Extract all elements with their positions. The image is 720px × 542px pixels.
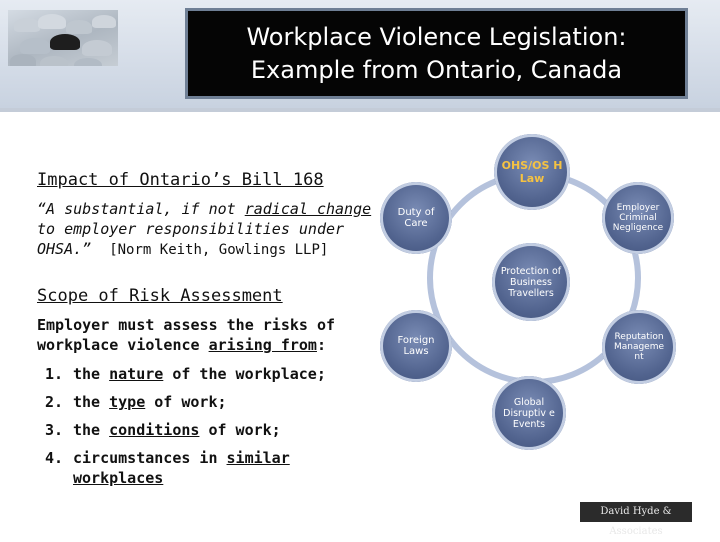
cycle-node-foreign-laws [380, 310, 452, 382]
slide-title [185, 8, 688, 99]
quote-open: “A substantial, if not [37, 200, 245, 218]
list-item-text: the [73, 365, 110, 383]
list-number: 3. [45, 421, 64, 439]
risk-factor-list [45, 364, 345, 496]
risk-cycle-diagram [380, 130, 700, 460]
list-item [45, 364, 345, 384]
quote-emphasis: radical change [244, 200, 372, 218]
quote-attribution: [Norm Keith, Gowlings LLP] [109, 242, 329, 258]
node-label: Foreign Laws [397, 335, 435, 357]
list-item-text: of the workplace; [163, 365, 326, 383]
list-number: 4. [45, 449, 64, 467]
umbrella-logo-image [8, 10, 118, 66]
node-label: OHS/OS H Law [501, 159, 563, 185]
cycle-node-ohs-law [494, 134, 570, 210]
scope-intro-text: Employer must assess the risks of workplace violence [37, 316, 336, 354]
cycle-node-reputation-management [602, 310, 676, 384]
brand-logo: David Hyde & Associates [580, 502, 692, 522]
node-label: Duty of Care [397, 207, 435, 229]
list-item-text: the [73, 393, 110, 411]
impact-quote [37, 199, 377, 260]
list-item-text: the [73, 421, 110, 439]
title-line-2: Example from Ontario, Canada [250, 55, 623, 84]
impact-heading: Impact of Ontario’s Bill 168 [37, 170, 324, 190]
list-item-emphasis: similar workplaces [73, 449, 290, 487]
list-item-emphasis: type [109, 393, 146, 411]
list-item [45, 420, 345, 440]
scope-intro-emphasis: arising from [208, 336, 317, 354]
cycle-node-duty-of-care [380, 182, 452, 254]
list-item-emphasis: nature [109, 365, 164, 383]
list-number: 2. [45, 393, 64, 411]
list-item-text: circumstances in [73, 449, 227, 467]
node-label: Global Disruptiv e Events [503, 396, 555, 430]
scope-intro [37, 315, 347, 355]
list-item-text: of work; [145, 393, 227, 411]
cycle-node-global-disruptive-events [492, 376, 566, 450]
scope-heading: Scope of Risk Assessment [37, 286, 283, 306]
scope-intro-tail: : [316, 336, 326, 354]
list-number: 1. [45, 365, 64, 383]
quote-rest: to employer responsibilities under OHSA.” [37, 220, 345, 258]
cycle-node-criminal-negligence [602, 182, 674, 254]
cycle-node-business-travellers [492, 243, 570, 321]
list-item [45, 392, 345, 412]
list-item [45, 448, 345, 488]
header-band [0, 0, 720, 108]
node-label: Protection of Business Travellers [500, 265, 562, 299]
list-item-emphasis: conditions [109, 421, 200, 439]
node-label: Employer Criminal Negligence [612, 203, 664, 233]
node-label: Reputation Manageme nt [613, 332, 665, 362]
list-item-text: of work; [199, 421, 281, 439]
title-line-1: Workplace Violence Legislation: [246, 22, 627, 51]
